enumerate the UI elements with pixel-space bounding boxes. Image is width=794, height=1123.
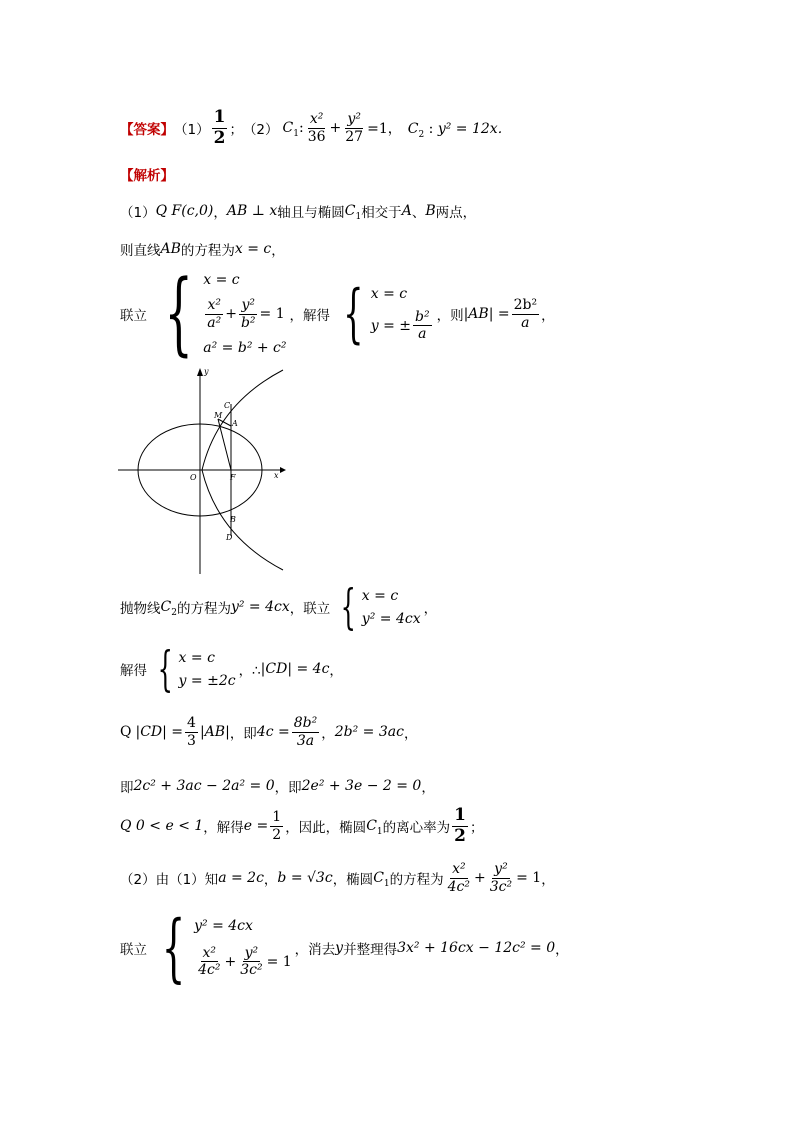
y-axis-arrow <box>197 368 203 376</box>
line-mf <box>218 419 231 470</box>
system-brace-3: { y² = 4cx $\frac{\text{x²}}{\text{4c²}}$ + $\frac{\text{y²}}{\text{3c²}}$ = 1 <box>161 905 292 991</box>
label-c: C <box>224 401 231 410</box>
analysis-line-7: 即 2c² + 3ac − 2a² = 0 ，即 2e² + 3e − 2 = 0 ， <box>120 778 435 796</box>
analysis-line-9: （2）由（1）知 a = 2c ， b = √3c ，椭圆 $C_1$ 的方程为 $\frac{\text{x²}}{\text{4c²}}$ + $\frac{\text{y²}}{\text{3c²}}$ = 1 ， <box>120 861 555 895</box>
answer-c2-equation: $C_2$ : y² = 12x． <box>407 121 512 140</box>
analysis-line-10: 联立 { y² = 4cx $\frac{\text{x²}}{\text{4c²}}$ + $\frac{\text{y²}}{\text{3c²}}$ = 1 ，消去 y 并整理得 3x² + 16cx − 12c² = 0 ， <box>120 905 569 991</box>
analysis-label: 【解析】 <box>120 168 174 184</box>
answer-label: 【答案】 <box>120 122 174 138</box>
analysis-line-6: Q |CD| = $\frac{4}{3}$ |AB| ，即 4c = $\frac{\text{8b²}}{3a}$ ， 2b² = 3ac ， <box>120 715 418 749</box>
solution-brace-2: { x = c y = ±2c <box>157 641 236 697</box>
answer-part1-fraction: $\frac{1}{2}$ <box>213 106 226 148</box>
solution-brace-1: { x = c y = ± $\frac{\text{b²}}{a}$ <box>343 277 430 351</box>
answer-line: 【答案】 （1） $\frac{1}{2}$ ； （2） $C_1$: $\frac{\text{x²}}{36}$ + $\frac{\text{y²}}{27}$ =1， $C_2$ : y² = 12x． <box>120 106 512 148</box>
analysis-line-8: Q 0 < e < 1 ，解得 e = $\frac{1}{2}$ ，因此，椭圆 $C_1$ 的离心率为 $\frac{1}{2}$ ； <box>120 804 484 846</box>
label-x: x <box>274 471 279 480</box>
analysis-line-3: 联立 { x = c $\frac{\text{x²}}{\text{a²}}$ + $\frac{\text{y²}}{\text{b²}}$ = 1 a² = b² + c² ，解得 { x = c y = ± $\frac{\text{b²}}{a}$ ，则 |AB| = $\frac{\text{2b²}}{a}$ ， <box>120 261 555 366</box>
analysis-label-line <box>120 164 174 184</box>
x-axis-arrow <box>280 467 286 473</box>
label-a: A <box>232 419 238 428</box>
analysis-line-4: 抛物线 $C_2$ 的方程为 y² = 4cx ，联立 { x = c y² = 4cx ， <box>120 579 438 635</box>
system-brace-2: { x = c y² = 4cx <box>340 579 421 635</box>
label-b: B <box>230 515 236 524</box>
answer-part2: （2） <box>242 122 279 138</box>
answer-c1-equation: $C_1$: <box>282 120 304 139</box>
analysis-line-2: 则直线 AB 的方程为 x = c ， <box>120 241 285 259</box>
analysis-line-5: 解得 { x = c y = ±2c ，∴ |CD| = 4c ， <box>120 641 343 697</box>
label-d: D <box>226 533 233 542</box>
analysis-line-1: （1） Q F(c,0) ， AB ⊥ x 轴且与椭圆 $C_1$ 相交于 A 、 B 两点， <box>120 203 477 222</box>
label-y: y <box>204 367 209 376</box>
label-o: O <box>190 473 197 482</box>
label-m: M <box>214 411 223 420</box>
ellipse-parabola-figure <box>118 364 298 584</box>
label-f: F <box>230 473 236 482</box>
system-brace-1: { x = c $\frac{\text{x²}}{\text{a²}}$ + $\frac{\text{y²}}{\text{b²}}$ = 1 a² = b² + c² <box>164 261 287 366</box>
answer-part1: （1） <box>174 122 210 138</box>
